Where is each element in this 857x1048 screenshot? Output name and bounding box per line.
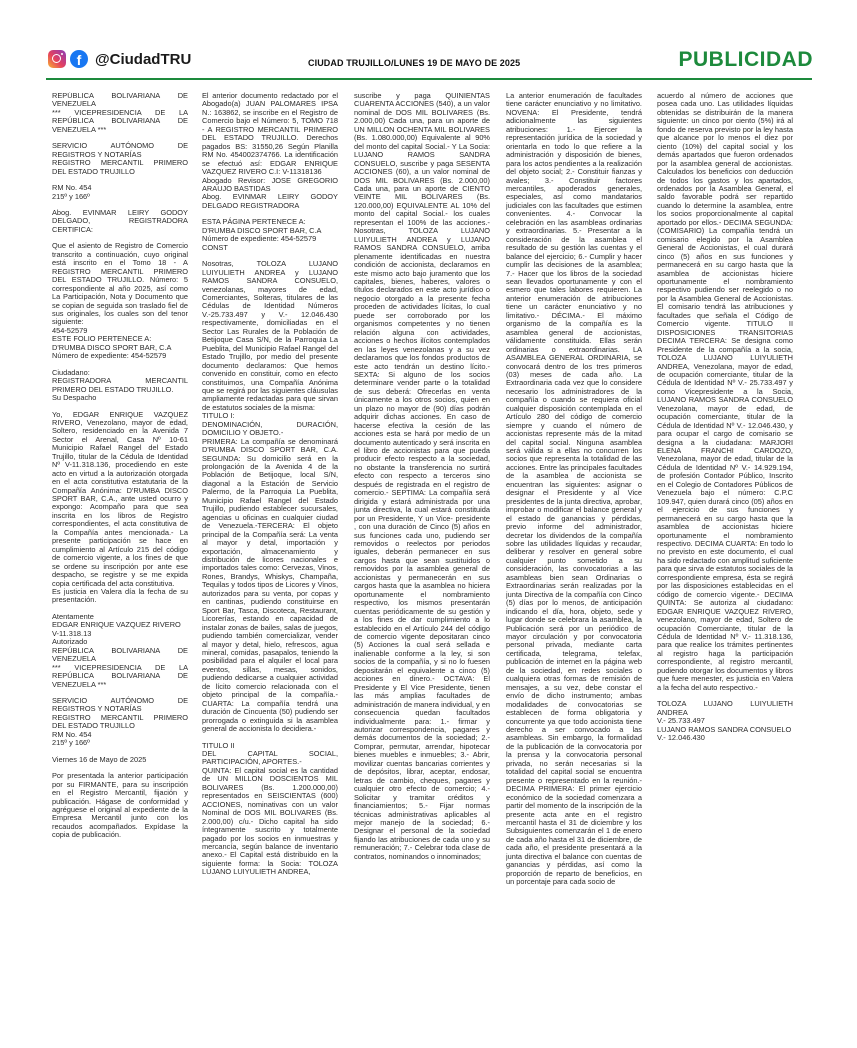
paragraph: El anterior documento redactado por el Abogado(a) JUAN PALOMARES IPSA N.: 163862, se inscribe en el Registro de Comercio bajo el Número: 5, TOMO 718 - A REGISTRO MERCANTIL PRIMERO DEL ESTADO TRUJILLO. Derechos pagados BS: 31550,26 Según Planilla RM No. 454002374766. La identificación se efectuó así: EDGAR ENRIQUE VAZQUEZ RIVERO C.I: V-11318136 Abogado Revisor: JOSE GREGORIO ARAUJO BASTIDAS Abog. EVINMAR LEIRY GODOY DELGADO REGISTRADORA: [202, 92, 338, 210]
paragraph: REPÚBLICA BOLIVARIANA DE VENEZUELA *** VICEPRESIDENCIA DE LA REPÚBLICA BOLIVARIANA DE VENEZUELA ***: [52, 92, 188, 134]
paragraph: Abog. EVINMAR LEIRY GODOY DELGADO, REGISTRADORA CERTIFICA:: [52, 207, 188, 234]
paragraph: Por presentada la anterior participación por su FIRMANTE, para su inscripción en el Registro Mercantil, fijación y publicación. Hágase de conformidad y agréguese el original al expediente de la Empresa Mercantil junto con los recaudos acompañados. Expídase la copia de publicación.: [52, 771, 188, 840]
paragraph: Ciudadano: REGISTRADORA MERCANTIL PRIMERO DEL ESTADO TRUJILLO. Su Despacho: [52, 367, 188, 403]
facebook-icon[interactable]: f: [70, 50, 88, 68]
paragraph: SERVICIO AUTÓNOMO DE REGISTROS Y NOTARÍAS REGISTRO MERCANTIL PRIMERO DEL ESTADO TRUJILLO RM No. 454 215º y 166º: [52, 696, 188, 748]
edition-line: CIUDAD TRUJILLO/LUNES 19 DE MAYO DE 2025: [308, 58, 521, 68]
social-brand: [48, 50, 191, 68]
paragraph: acuerdo al número de acciones que posea cada uno. Las utilidades líquidas obtenidas se distribuirán de la manera siguiente: un cinco por ciento (5%) irá al fondo de reserva previsto por la ley hasta que alcance por lo menos el diez por ciento (10%) del capital social y los demás apartados que fueron ordenados por la asamblea general de accionistas. Calculados los beneficios con deducción de todos los gastos y los apartados, ordenados por la Asamblea General, el saldo favorable podrá ser repartido cuando lo determine la asamblea, entre los socios proporcionalmente al capital aportado por ellos.- DECIMA SEGUNDA: (COMISARIO) La compañía tendrá un comisario elegido por la Asamblea General de Accionistas, el cual durará cinco (5) años en sus funciones y permanecerá en su cargo hasta que la asamblea de accionistas hiciere oportunamente el nombramiento respectivo pudiendo ser reelegido o no por la Asamblea General de Accionistas. El comisario tendrá las atribuciones y facultades que señala el Código de Comercio vigente. TITULO II DISPOSICIONES TRANSITORIAS DECIMA TERCERA: Se designa como Presidente de la compañía a la socia, TOLOZA LUJANO LUIYULIETH ANDREA, Venezolana, mayor de edad, de ocupación comerciante, titular de la Cédula de Identidad Nº V.- 25.733.497 y como Vicepresidente a la Socia, LUJANO RAMOS SANDRA CONSUELO Venezolana, mayor de edad, de ocupación comerciante, titular de la Cédula de Identidad Nº V.- 12.046.430, y para ocupar el cargo de comisario se designa a la ciudadana: MARJORI ELENA FRANCHI CARDOZO, Venezolana, mayor de edad, titular de la Cédula de Identidad Nº V.- 14.929.194, de profesión Contador Público, Inscrito en el Colegio de Contadores Públicos de Venezuela bajo el número: C.P.C 109.947, quien durará cinco (05) años en el ejercicio de sus funciones y permanecerá en su cargo hasta que la asamblea de accionistas hiciere oportunamente el nombramiento respectivo. DECIMA CUARTA: En todo lo no previsto en este documento, el cual ha sido redactado con amplitud suficiente para que sirva de estatutos sociales de la correspondiente empresa, ésta se regirá por las disposiciones establecidas en el código de comercio vigente.- DECIMA QUINTA: Se autoriza al ciudadano: EDGAR ENRIQUE VAZQUEZ RIVERO, venezolano, mayor de edad, Soltero de ocupación Comerciante, titular de la Cédula de Identidad Nº V.- 11.318.136, para que realice los trámites pertinentes al registro haga la participación correspondiente, al registro mercantil, pudiendo otorgar los documentos y libros que fuere menester, es justicia en Valera a la fecha del auto respectivo.-: [657, 92, 793, 692]
paragraph: RM No. 454 215º y 166º: [52, 183, 92, 201]
paragraph: La anterior enumeración de facultades tiene carácter enunciativo y no limitativo. NOVENA: El Presidente, tendrá adicionalmente las siguientes atribuciones: 1.- Ejercer la representación jurídica de la sociedad y orientarla en todo lo que refiere a la administración y disposición de bienes, para los actos pendientes a la realización del objeto social; 2.- Constituir fianzas y avales; 3.- Constituir factores mercantiles, apoderados generales, especiales, así como mandatarios judiciales con las facultades que estimen convenientes. 4.- Convocar la celebración en las asambleas ordinarias y extraordinarias. 5.- Presentar a la consideración de la asamblea el resultado de su gestión las cuentas y el balance del ejercicio; 6.- Cumplir y hacer cumplir las decisiones de la asamblea; 7.- Hacer que los libros de la sociedad sean llevados oportunamente y con el esmero que tales labores requieren. La anterior enumeración de atribuciones tiene un carácter enunciativo y no limitativo.- DÉCIMA.- El máximo organismo de la compañía es la asamblea general de accionistas, válidamente constituida. Ellas serán ordinarias o extraordinarias. LA ASAMBLEA GENERAL ORDINARIA, se convocará dentro de los tres primeros (03) meses de cada año. La Extraordinaria cada vez que lo considere necesario los administradores de la compañía o cuando se requiera oficial cualquier disposición contemplada en el Artículo 280 del código de comercio siempre y cuando el número de accionistas represente más de la mitad del capital social. Ninguna asamblea será válida si a ellas no concurren los socios que representa la totalidad de las acciones. Entre las principales facultades de la asamblea de accionista se encuentran las siguientes: asignar o designar el Presidente y al Vice presidentes de la junta directiva, aprobar, improbar o modificar el balance general y el estado de ganancias y pérdidas, previo informe del administrador, decretar los dividendos de la compañía sobre las utilidades líquidas y recaudar, deliberar y resolver en general sobre cualquier punto sometido a su consideración, las convocatorias a las asambleas bien sean Ordinarias o Extraordinarias serán realizadas por la junta Directiva de la compañía con Cinco (5) días por lo menos, de anticipación indicando el día, hora, objeto, sede y lugar donde se celebrara la asamblea, la Publicación será por un periódico de mayor circulación y por convocatoria personal privada, mediante carta certificada, telegrama, telefax, publicación de internet en la página web de la sociedad, en redes sociales o cualquiera otras formas de remisión de mensajes, a su vez, debe constar el envío de dicho instrumento; ambas modalidades de convocatorias se establecen de forma obligatoria y concurrente ya que todo accionista tiene derecho a ser convocado a las asambleas. Sin embargo, la formalidad de la publicación de la convocatoria por la prensa y la convocatoria personal privada, no serán necesarias si la totalidad del capital social se encuentra presente o representado en la reunión.- DECIMA PRIMERA: El primer ejercicio económico de la sociedad comenzara a partir del momento de la inscripción de la presente acta ante en el registro mercantil hasta el 31 de diciembre y los Subsiguientes comenzarán el 1 de enero de cada año hasta el 31 de diciembre, de cada año, el presidente presentará a la junta directiva el balance con cuentas de ganancias y pérdidas, así como la proporción de reparto de beneficios, en un porcentaje para cada socio de: [506, 92, 642, 887]
paragraph: TOLOZA LUJANO LUIYULIETH ANDREA V.- 25.733.497 LUJANO RAMOS SANDRA CONSUELO V.- 12.046.430: [657, 699, 793, 742]
paragraph: ESTA PÁGINA PERTENECE A: D'RUMBA DISCO SPORT BAR, C.A Número de expediente: 454-52579 CONST: [202, 217, 322, 252]
header-divider: [46, 78, 812, 80]
paragraph: Viernes 16 de Mayo de 2025: [52, 754, 147, 764]
paragraph: suscribe y paga QUINIENTAS CUARENTA ACCIONES (540), a un valor nominal de DOS MIL BOLIVARES (Bs. 2.000,00) Cada una, para un aporte de UN MILLON OCHENTA MIL BOLIVARES (Bs. 1.080.000,00) Equivalente al 90% del monto del capital Social.- Y La Socia: LUJANO RAMOS SANDRA CONSUELO, suscribe y paga SESENTA ACCIONES (60), a un valor nominal de DOS MIL BOLIVARES (Bs. 2.000,00) Cada una, para un aporte de CIENTO VEINTE MIL BOLIVARES (Bs. 120.000,00) EQUIVALENTE AL 10% del monto del capital Social.- los cuales representan el 100% de las acciones.- Nosotras, TOLOZA LUJANO LUIYULIETH ANDREA y LUJANO RAMOS SANDRA CONSUELO, arriba plenamente identificadas en nuestra condición de accionista, declaramos en este mismo acto bajo juramento que los capitales, bienes, haberes, valores o títulos declarados en este acto jurídico o negocio otorgado a la presente fecha proceden de actividades lícitas, lo cual puede ser corroborado por los organismos competentes y no tienen relación alguna con actividades, acciones o hechos ilícitos contemplados en las leyes venezolanas y a su vez declaramos que los fondos productos de este acto tendrán un destino lícito.- SEXTA: Si alguno de los socios determinare vender parte o la totalidad de sus deberá: Ofrecerlas en venta únicamente a los otros socios, quien en un plazo no mayor de (90) días podrán adquirir dichas acciones. En caso de hacerse efectiva la cesión de las acciones esta se hará por medio de un documento autenticado y será inscrita en el libro de accionistas para que pueda producir efecto respecto a la sociedad, no obstante la transferencia no surtirá efecto con respecto a terceros sino después de registrada en el registro de comercio.- SEPTIMA: La compañía será dirigida y estará administrada por una junta directiva, la cual estará constituida por un Presidente, Y un Vice- presidente , con una duración de Cinco (5) años en sus funciones cada uno, pudiendo ser removidos o reelectos por periodos iguales, deberán permanecer en sus cargos hasta que sean sustituidos o removidos por la asamblea general de accionistas y permanecerán en sus cargos hasta que la asamblea no hiciera oportunamente el nombramiento respectivo, los mismos presentarán cuentas periódicamente de su gestión y a los fines de dar cumplimiento a lo establecido en el Artículo 244 del código de comercio vigente depositaran cinco (5) Acciones la cual será sellada e inalienable conforme a la ley, si son socios de la compañía, y si no lo fuesen depositarán el equivalente a cinco (5) acciones en dinero.- OCTAVA: El Presidente y El Vice Presidente, tienen las más amplias facultades de administración de manera individual, y en consecuencia quedan facultados individualmente para: 1.- firmar y autorizar correspondencia, pagares y demás documentos de la sociedad; 2.- Comprar, permutar, arrendar, hipotecar bienes muebles e inmuebles; 3.- Abrir, movilizar cuentas bancarias corrientes y de depósitos, librar, aceptar, endosar, letras de cambio, cheques, pagares y cualquier otro efecto de comercio; 4.- Solicitar y tramitar créditos y financiamientos; 5.- Fijar normas técnicas administrativas aplicables al mejor manejo de la sociedad; 6.- Designar el personal de la sociedad fijando las atribuciones de cada uno y su remuneración; 7.- Celebrar toda clase de contratos, nominandos o innominados;: [354, 92, 490, 861]
paragraph: SERVICIO AUTÓNOMO DE REGISTROS Y NOTARÍAS REGISTRO MERCANTIL PRIMERO DEL ESTADO TRUJILLO: [52, 141, 188, 176]
paragraph: Que el asiento de Registro de Comercio transcrito a continuación, cuyo original está inscrito en el Tomo 18 - A REGISTRO MERCANTIL PRIMERO DEL ESTADO TRUJILLO. Número: 5 correspondiente al año 2025, así como La Participación, Nota y Documento que se copian de seguida son traslado fiel de sus originales, los cuales son del tenor siguiente: 454-52579 ESTE FOLIO PERTENECE A: D'RUMBA DISCO SPORT BAR, C.A Número de expediente: 454-52579: [52, 241, 188, 361]
social-handle[interactable]: @CiudadTRU: [95, 50, 192, 68]
paragraph: Atentamente EDGAR ENRIQUE VAZQUEZ RIVERO V-11.318.13 Autorizado REPÚBLICA BOLIVARIANA DE VENEZUELA *** VICEPRESIDENCIA DE LA REPÚBLICA BOLIVARIANA DE VENEZUELA ***: [52, 611, 188, 689]
text-column-5: [657, 92, 793, 1038]
paragraph: TITULO II DEL CAPITAL SOCIAL, PARTICIPACIÓN, APORTES.- QUINTA: El capital social es la cantidad de UN MILLON DOSCIENTOS MIL BOLIVARES (Bs. 1.200.000,00) representados en SEISCIENTAS (600) ACCIONES, nominativas con un valor Nominal de DOS MIL BOLIVARES (Bs. 2.000,00) c/u.- Dicho capital ha sido íntegramente suscrito y totalmente pagado por los socios en inmuestras y mercancía, según balance de inventario anexo.- El Capital está distribuido en la siguiente forma: la Socia: TOLOZA LUJANO LUIYULIETH ANDREA,: [202, 740, 338, 877]
text-column-2: [202, 92, 338, 1038]
paragraph: Yo, EDGAR ENRIQUE VAZQUEZ RIVERO, Venezolano, mayor de edad, Soltero, residenciado en la Avenida 7 Sector el Arenal, Casa Nº 10-61 Municipio Rafael Rangel del Estado Trujillo, titular de la Cédula de Identidad Nº V-11.318.136, procediendo en este acto en virtud a la autorización otorgada en el acta constitutiva estatutaria de la Compañía Anónima: D'RUMBA DISCO SPORT BAR, C.A., ante usted ocurro y expongo: Acompaño para que sea inscrita en los libros de Registro correspondientes, el acta constitutiva de la Compañía antes mencionada.- La presente participación se hace en cumplimiento al Artículo 215 del código de comercio vigente, a los fines de que se ordene su inscripción por ante ese despacho, se registre y se me expida copia certificada del acta constitutiva. Es justicia en Valera día la fecha de su presentación.: [52, 409, 188, 605]
paragraph: Nosotras, TOLOZA LUJANO LUIYULIETH ANDREA y LUJANO RAMOS SANDRA CONSUELO, venezolanas, mayores de edad, Comerciantes, Solteras, titulares de las Cédulas de Identidad Números V.-25.733.497 y V.- 12.046.430 respectivamente, domiciliadas en el Sector Las Rurales de la Población de Betijoque Casa S/N, de la Parroquia La Pueblita, del Municipio Rafael Rangel del Estado Trujillo, por medio del presente documento declaramos: Que hemos convenido en constituir, como en efecto constituimos, una Compañía Anónima que se regirá por las siguientes cláusulas ampliamente redactadas para que sirvan de estatutos sociales de la misma: TITULO I: DENOMINACIÓN, DURACIÓN, DOMICILIO Y OBJETO.- PRIMERA: La compañía se denominará D'RUMBA DISCO SPORT BAR, C.A. SEGUNDA: Su domicilio será en la prolongación de la Avenida 4 de la Población de Betijoque, local S/N, diagonal a la Estación de Servicio Palermo, de la Parroquia La Pueblita, Municipio Rafael Rangel del Estado Trujillo, pudiendo establecer sucursales, agencias u oficinas en cualquier ciudad de Venezuela.-TERCERA: El objeto principal de la Compañía será: La venta al mayor y detal, importación y exportación, almacenamiento y distribución de licores nacionales e importados tales como: Cervezas, Vinos, Rones, Brandys, Whiskys, Champaña, Tequilas y todos tipos de Licores y Vinos, autorizados para su venta, por copas y en cantinas, pudiendo constituirse en Sport Bar, Tasca, Discoteca, Restaurant, Licorerías, estando en capacidad de instalar zonas de bailes, salas de juegos, pudiendo también comercializar, vender al mayor y detal, hielo, refrescos, agua mineral, comidas, pasapalos, teniendo la posibilidad para el alquiler el local para eventos, sillas, mesas, sonidos, pudiendo dedicarse a cualquier actividad de lícito comercio relacionada con el objeto principal de la compañía.- CUARTA: La compañía tendrá una duración de Cincuenta (50) pudiendo ser prorrogada o extinguida si la asamblea general de accionista lo decidiera.-: [202, 259, 338, 734]
section-title: PUBLICIDAD: [678, 48, 813, 71]
page-header: [0, 0, 857, 84]
text-column-4: [506, 92, 642, 1038]
text-column-1: [52, 92, 188, 1038]
text-column-3: [354, 92, 490, 1038]
instagram-icon[interactable]: [48, 50, 66, 68]
